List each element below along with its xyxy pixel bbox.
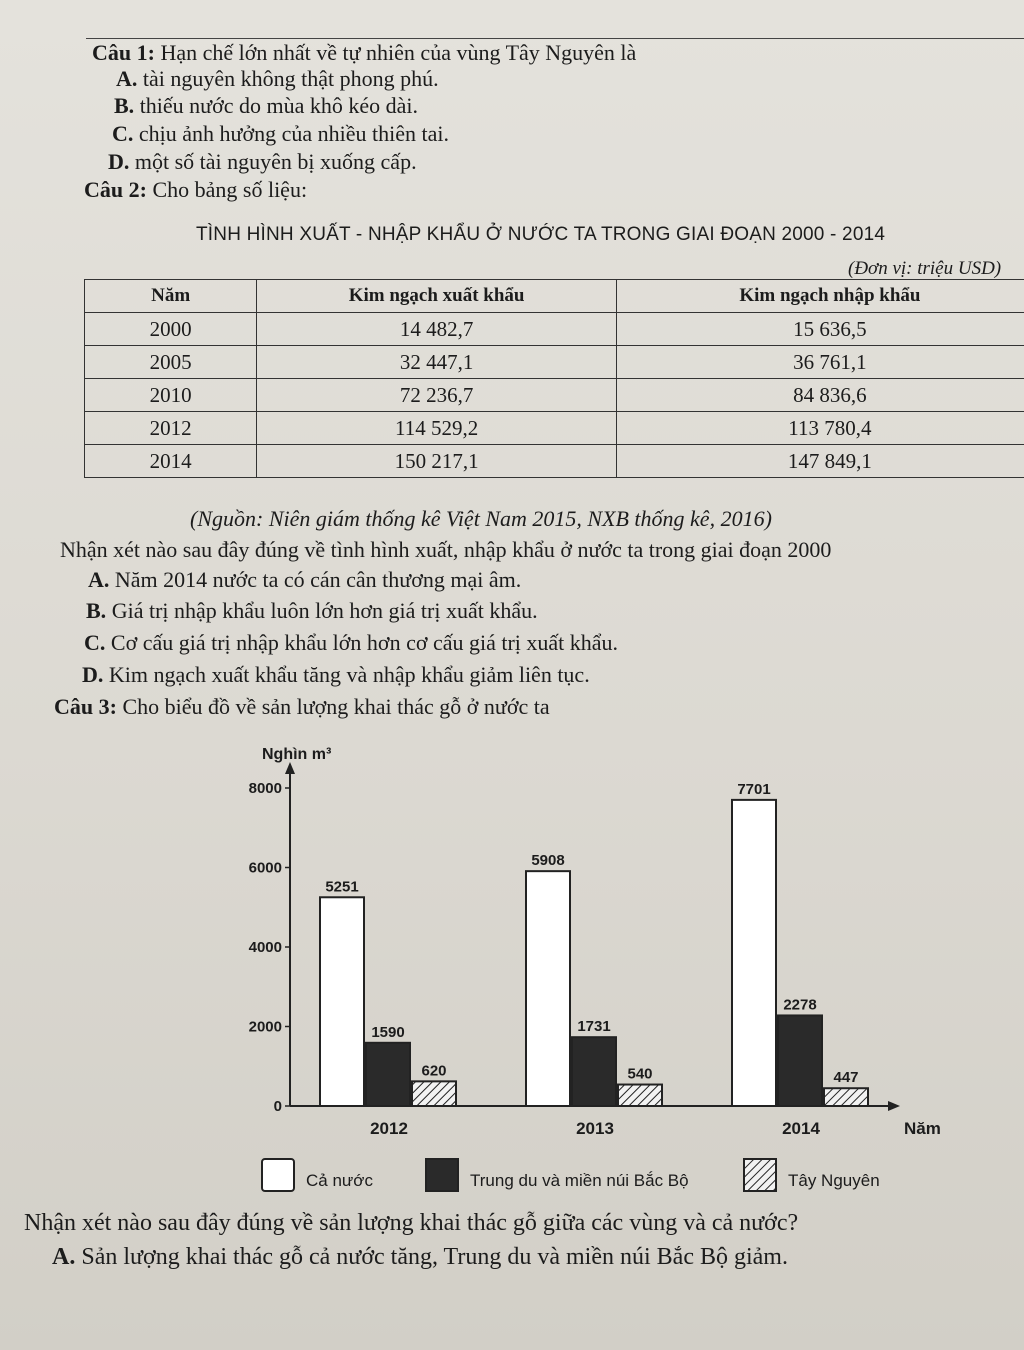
export-import-table	[84, 279, 1024, 478]
table-row	[85, 445, 1024, 478]
bar-value-label: 5251	[325, 878, 359, 896]
q2-stem	[84, 177, 307, 203]
q1-text: Hạn chế lớn nhất về tự nhiên của vùng Tây Nguyên là	[154, 40, 637, 65]
bar-ca-nuoc	[320, 897, 364, 1106]
bar-tay-nguyen	[412, 1081, 456, 1106]
q2-label: Câu 2:	[84, 177, 147, 202]
option-key: D.	[108, 149, 130, 174]
q3-stem	[54, 694, 550, 720]
cell-year: 2014	[85, 445, 257, 478]
q3-label: Câu 3:	[54, 694, 117, 719]
option-key: B.	[86, 598, 107, 623]
bar-value-label: 540	[627, 1065, 653, 1083]
wood-output-chart	[210, 735, 970, 1215]
option-key: A.	[88, 567, 110, 592]
option-key: B.	[114, 93, 135, 118]
cell-export: 114 529,2	[257, 412, 616, 445]
q2-option-b[interactable]	[86, 598, 538, 624]
bar-value-label: 5908	[531, 852, 565, 870]
q3-question: Nhận xét nào sau đây đúng về sản lượng khai thác gỗ giữa các vùng và cả nước?	[24, 1210, 799, 1236]
table-row	[85, 346, 1024, 379]
bar-value-label: 1590	[371, 1023, 405, 1041]
bar-value-label: 2278	[783, 996, 817, 1014]
cell-import: 36 761,1	[616, 346, 1024, 379]
header-year: Năm	[85, 280, 257, 313]
bar-value-label: 620	[421, 1062, 447, 1080]
legend-label: Tây Nguyên	[788, 1171, 880, 1190]
cell-import: 84 836,6	[616, 379, 1024, 412]
x-tick-label: 2014	[782, 1119, 820, 1138]
q2-question: Nhận xét nào sau đây đúng về tình hình xuất, nhập khẩu ở nước ta trong giai đoạn 2000	[60, 537, 832, 562]
header-export: Kim ngạch xuất khẩu	[257, 280, 616, 313]
cell-import: 15 636,5	[616, 313, 1024, 346]
x-tick-label: 2012	[370, 1119, 408, 1138]
option-text: Năm 2014 nước ta có cán cân thương mại âm.	[109, 567, 522, 592]
bar-tay-nguyen	[618, 1085, 662, 1106]
x-axis-label: Năm	[904, 1119, 941, 1138]
header-rule	[86, 38, 1024, 39]
option-key: A.	[52, 1244, 76, 1270]
header-import: Kim ngạch nhập khẩu	[616, 280, 1024, 313]
bar-value-label: 1731	[577, 1018, 611, 1036]
bar-ca-nuoc	[732, 800, 776, 1106]
option-text: thiếu nước do mùa khô kéo dài.	[134, 93, 419, 118]
cell-year: 2010	[85, 379, 257, 412]
option-text: tài nguyên không thật phong phú.	[137, 66, 439, 91]
cell-export: 150 217,1	[257, 445, 616, 478]
q3-option-a[interactable]	[52, 1244, 788, 1270]
bar-tay-nguyen	[824, 1088, 868, 1106]
q2-option-c[interactable]	[84, 630, 618, 656]
option-key: C.	[112, 121, 134, 146]
cell-import: 147 849,1	[616, 445, 1024, 478]
q3-text: Cho biểu đồ về sản lượng khai thác gỗ ở nước ta	[116, 694, 550, 719]
option-text: Giá trị nhập khẩu luôn lớn hơn giá trị xuất khẩu.	[106, 598, 538, 623]
q1-option-d[interactable]	[108, 149, 417, 175]
cell-export: 72 236,7	[257, 379, 616, 412]
cell-year: 2005	[85, 346, 257, 379]
option-text: Sản lượng khai thác gỗ cả nước tăng, Trung du và miền núi Bắc Bộ giảm.	[75, 1244, 788, 1270]
q1-option-b[interactable]	[114, 93, 418, 119]
cell-year: 2012	[85, 412, 257, 445]
option-text: Cơ cấu giá trị nhập khẩu lớn hơn cơ cấu giá trị xuất khẩu.	[105, 630, 619, 655]
bar-trung-du	[778, 1015, 822, 1106]
y-tick-label: 8000	[248, 780, 282, 797]
cell-year: 2000	[85, 313, 257, 346]
chart-svg	[210, 735, 970, 1215]
x-axis-arrow	[888, 1101, 900, 1111]
y-tick-label: 0	[273, 1098, 282, 1115]
table-header-row	[85, 280, 1024, 313]
table-row	[85, 412, 1024, 445]
legend-swatch	[262, 1159, 294, 1191]
legend-swatch	[426, 1159, 458, 1191]
y-tick-label: 2000	[248, 1018, 282, 1036]
table-title: TÌNH HÌNH XUẤT - NHẬP KHẨU Ở NƯỚC TA TRONG GIAI ĐOẠN 2000 - 2014	[196, 224, 886, 245]
bar-trung-du	[366, 1043, 410, 1106]
option-key: C.	[84, 630, 106, 655]
table-row	[85, 313, 1024, 346]
legend-label: Cả nước	[306, 1171, 373, 1190]
legend-label: Trung du và miền núi Bắc Bộ	[470, 1171, 689, 1190]
y-tick-label: 4000	[248, 939, 282, 956]
bar-trung-du	[572, 1037, 616, 1106]
y-tick-label: 6000	[248, 859, 282, 877]
cell-import: 113 780,4	[616, 412, 1024, 445]
table-source: (Nguồn: Niên giám thống kê Việt Nam 2015, NXB thống kê, 2016)	[190, 506, 772, 531]
bar-ca-nuoc	[526, 871, 570, 1106]
legend-swatch	[744, 1159, 776, 1191]
q2-text: Cho bảng số liệu:	[146, 177, 308, 202]
q2-option-d[interactable]	[82, 662, 590, 688]
option-key: A.	[116, 66, 138, 91]
option-text: Kim ngạch xuất khẩu tăng và nhập khẩu giảm liên tục.	[103, 662, 590, 687]
y-axis-arrow	[285, 762, 295, 774]
q1-stem	[92, 40, 636, 66]
option-text: một số tài nguyên bị xuống cấp.	[129, 149, 417, 174]
y-axis-label: Nghìn m³	[262, 746, 332, 763]
bar-value-label: 7701	[737, 780, 771, 798]
q1-option-c[interactable]	[112, 121, 449, 147]
table-row	[85, 379, 1024, 412]
option-key: D.	[82, 662, 104, 687]
x-tick-label: 2013	[576, 1119, 614, 1138]
q1-option-a[interactable]	[116, 66, 439, 92]
q2-option-a[interactable]	[88, 567, 521, 593]
table-unit: (Đơn vị: triệu USD)	[848, 258, 1002, 279]
cell-export: 14 482,7	[257, 313, 616, 346]
bar-value-label: 447	[833, 1069, 859, 1087]
option-text: chịu ảnh hưởng của nhiều thiên tai.	[133, 121, 449, 146]
cell-export: 32 447,1	[257, 346, 616, 379]
q1-label: Câu 1:	[92, 40, 155, 65]
